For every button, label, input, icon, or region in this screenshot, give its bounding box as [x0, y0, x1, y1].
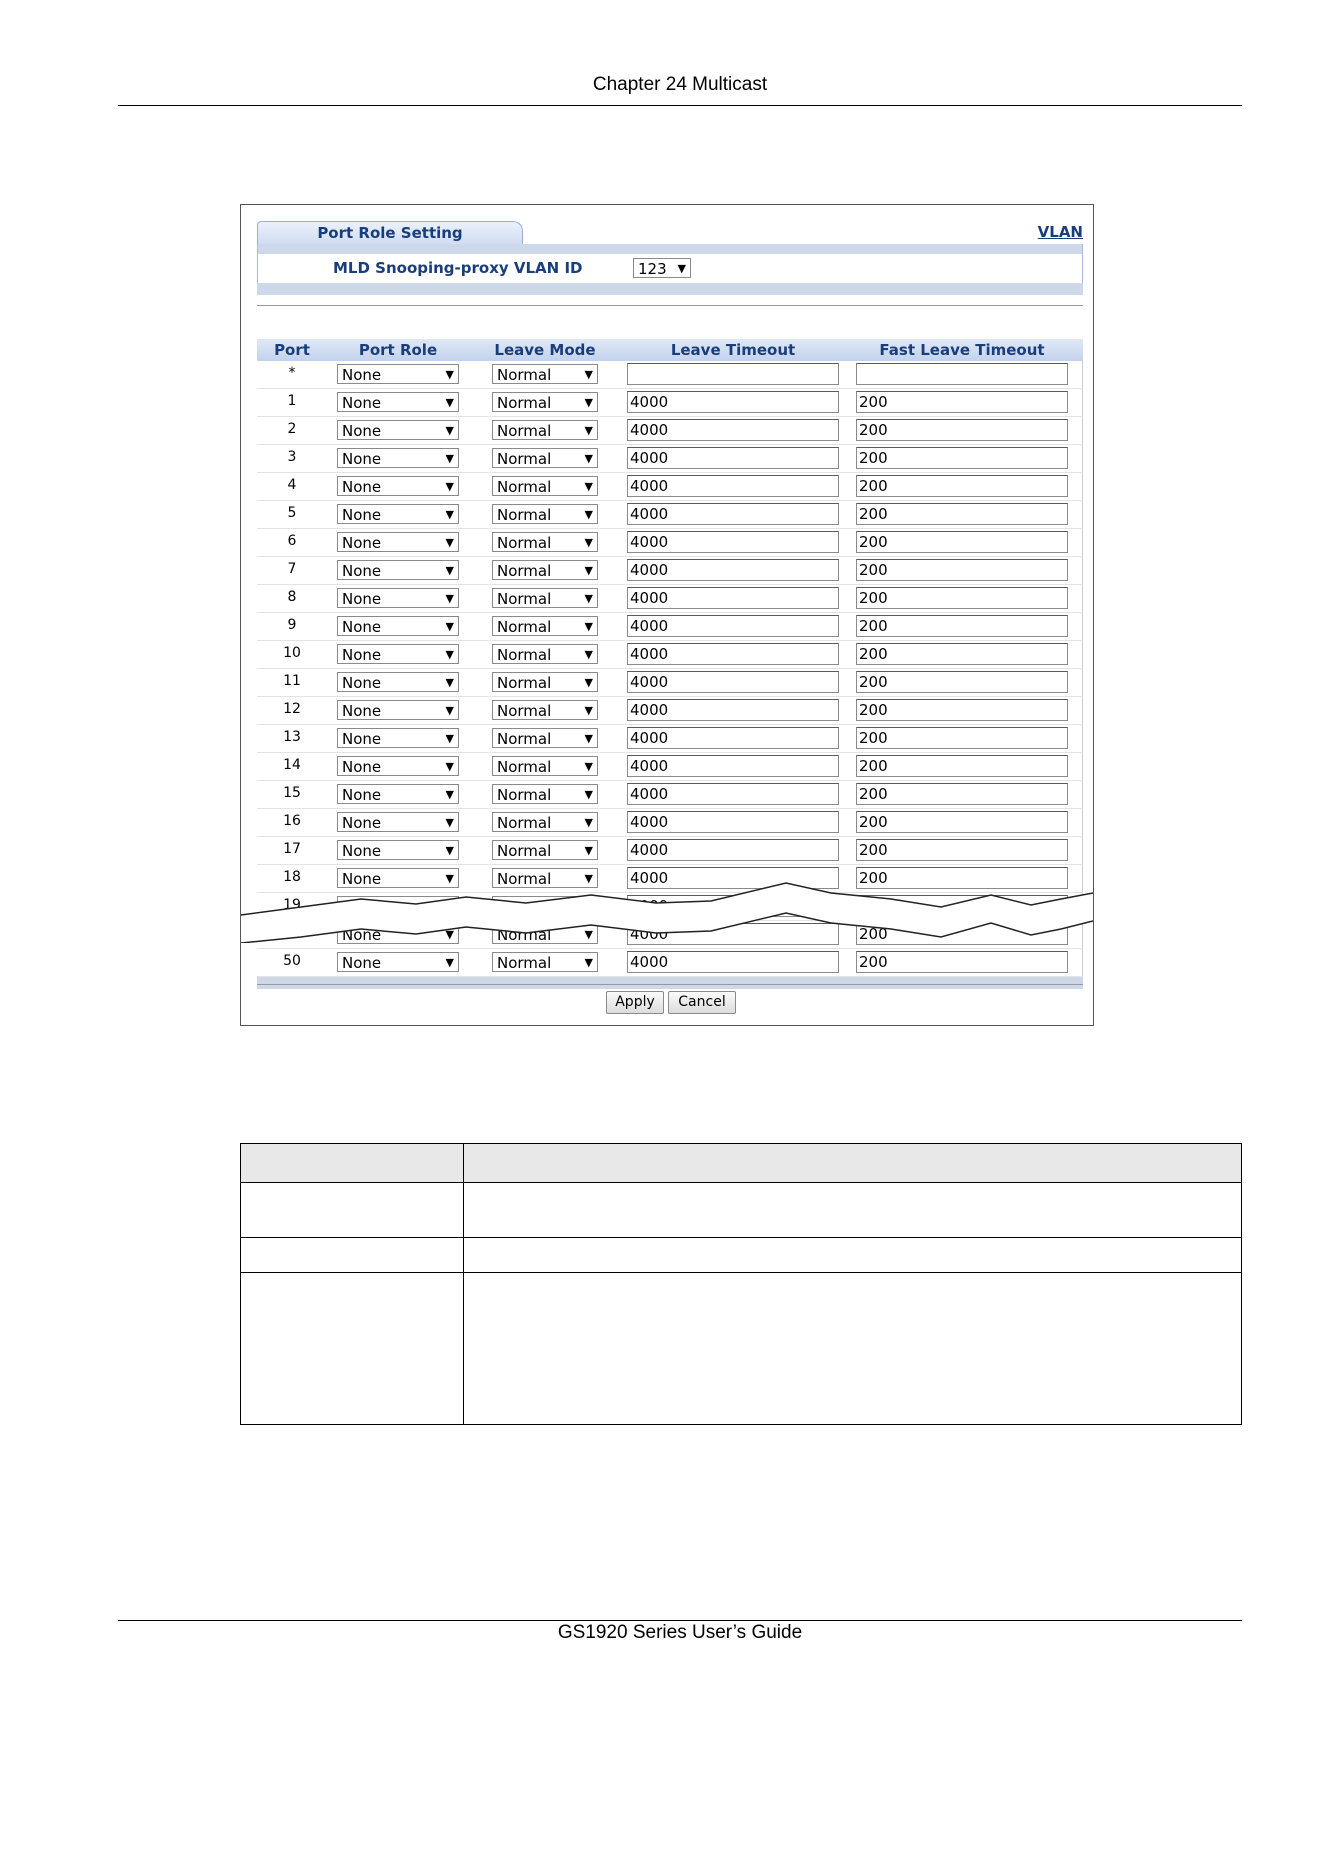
- port-role-select[interactable]: [337, 784, 459, 804]
- dropdown-arrow-icon: ▼: [445, 732, 454, 745]
- fast-leave-timeout-input[interactable]: [856, 363, 1068, 385]
- fast-leave-timeout-input[interactable]: 200: [856, 643, 1068, 665]
- leave-timeout-input[interactable]: 4000: [627, 643, 839, 665]
- port-role-select[interactable]: [337, 364, 459, 384]
- leave-mode-select[interactable]: [492, 504, 598, 524]
- dropdown-arrow-icon: ▼: [584, 452, 593, 465]
- table-row: [257, 585, 1083, 613]
- port-role-value: None: [342, 618, 382, 636]
- table-cell: [241, 1273, 464, 1425]
- port-number: 4: [287, 477, 297, 493]
- port-number: 10: [283, 645, 301, 661]
- fast-leave-timeout-input[interactable]: 200: [856, 755, 1068, 777]
- table-cell: [464, 1183, 1242, 1238]
- port-role-value: None: [342, 674, 382, 692]
- port-role-select[interactable]: [337, 448, 459, 468]
- leave-mode-select[interactable]: [492, 784, 598, 804]
- dropdown-arrow-icon: ▼: [445, 452, 454, 465]
- port-role-select[interactable]: [337, 504, 459, 524]
- port-role-value: None: [342, 646, 382, 664]
- row-border: [1082, 529, 1083, 556]
- port-number: 15: [283, 785, 301, 801]
- break-lines: [241, 873, 1093, 943]
- vlan-id-select[interactable]: [633, 258, 691, 278]
- table-row: [257, 529, 1083, 557]
- dropdown-arrow-icon: ▼: [445, 676, 454, 689]
- leave-timeout-input[interactable]: 4000: [627, 447, 839, 469]
- table-row: [257, 613, 1083, 641]
- leave-mode-select[interactable]: [492, 448, 598, 468]
- dropdown-arrow-icon: ▼: [445, 564, 454, 577]
- table-row: [257, 417, 1083, 445]
- table-row: [257, 501, 1083, 529]
- leave-mode-value: Normal: [497, 870, 552, 888]
- leave-mode-select[interactable]: [492, 392, 598, 412]
- column-header: Leave Timeout: [670, 341, 796, 359]
- dropdown-arrow-icon: ▼: [445, 928, 454, 941]
- port-role-value: None: [342, 786, 382, 804]
- table-row: [241, 1183, 1242, 1238]
- port-number: 14: [283, 757, 301, 773]
- dropdown-arrow-icon: ▼: [445, 816, 454, 829]
- leave-mode-value: Normal: [497, 366, 552, 384]
- row-border: [1082, 389, 1083, 416]
- fast-leave-timeout-input[interactable]: 200: [856, 447, 1068, 469]
- port-role-value: None: [342, 954, 382, 972]
- port-role-value: None: [342, 702, 382, 720]
- port-number: 11: [283, 673, 301, 689]
- table-row: [257, 697, 1083, 725]
- port-number: 12: [283, 701, 301, 717]
- fast-leave-timeout-input[interactable]: 200: [856, 615, 1068, 637]
- fast-leave-timeout-input[interactable]: 200: [856, 783, 1068, 805]
- port-number: 8: [287, 589, 297, 605]
- divider: [257, 984, 1083, 985]
- row-border: [1082, 417, 1083, 444]
- screenshot-frame: [240, 204, 1094, 1026]
- leave-mode-select[interactable]: [492, 700, 598, 720]
- leave-mode-select[interactable]: [492, 952, 598, 972]
- dropdown-arrow-icon: ▼: [445, 844, 454, 857]
- leave-mode-select[interactable]: [492, 532, 598, 552]
- dropdown-arrow-icon: ▼: [445, 396, 454, 409]
- port-role-select[interactable]: [337, 560, 459, 580]
- port-role-value: None: [342, 814, 382, 832]
- table-row: [257, 725, 1083, 753]
- port-role-select[interactable]: [337, 672, 459, 692]
- leave-mode-value: Normal: [497, 842, 552, 860]
- page-header: Chapter 24 Multicast: [592, 74, 768, 95]
- band: [257, 244, 1083, 254]
- leave-timeout-input[interactable]: 4000: [627, 615, 839, 637]
- table-cell: [241, 1238, 464, 1273]
- column-header: Port Role: [358, 341, 438, 359]
- leave-mode-select[interactable]: [492, 728, 598, 748]
- tab-port-role-setting[interactable]: Port Role Setting: [257, 221, 523, 245]
- port-role-select[interactable]: [337, 420, 459, 440]
- column-header: Port: [274, 341, 310, 359]
- leave-mode-select[interactable]: [492, 364, 598, 384]
- dropdown-arrow-icon: ▼: [584, 564, 593, 577]
- dropdown-arrow-icon: ▼: [584, 396, 593, 409]
- leave-mode-value: Normal: [497, 618, 552, 636]
- dropdown-arrow-icon: ▼: [584, 928, 593, 941]
- leave-mode-value: Normal: [497, 926, 552, 944]
- leave-mode-select[interactable]: [492, 476, 598, 496]
- dropdown-arrow-icon: ▼: [445, 592, 454, 605]
- dropdown-arrow-icon: ▼: [584, 424, 593, 437]
- row-border: [1082, 585, 1083, 612]
- table-row: [257, 641, 1083, 669]
- vlan-link[interactable]: VLAN: [1037, 223, 1083, 241]
- dropdown-arrow-icon: ▼: [584, 816, 593, 829]
- leave-mode-value: Normal: [497, 954, 552, 972]
- port-number: 13: [283, 729, 301, 745]
- table-row: [257, 361, 1083, 389]
- dropdown-arrow-icon: ▼: [445, 872, 454, 885]
- dropdown-arrow-icon: ▼: [445, 648, 454, 661]
- port-role-select[interactable]: [337, 840, 459, 860]
- table-cell: [464, 1238, 1242, 1273]
- fast-leave-timeout-input[interactable]: 200: [856, 531, 1068, 553]
- table-row: [241, 1273, 1242, 1425]
- port-role-value: None: [342, 590, 382, 608]
- port-role-select[interactable]: [337, 952, 459, 972]
- vlan-id-value: 123: [638, 260, 667, 278]
- port-role-select[interactable]: [337, 588, 459, 608]
- leave-timeout-input[interactable]: 4000: [627, 531, 839, 553]
- port-number: *: [288, 365, 296, 381]
- table-row: [241, 1238, 1242, 1273]
- row-border: [1082, 753, 1083, 780]
- row-border: [1082, 781, 1083, 808]
- port-role-value: None: [342, 870, 382, 888]
- dropdown-arrow-icon: ▼: [445, 424, 454, 437]
- vlan-id-label: MLD Snooping-proxy VLAN ID: [333, 259, 583, 277]
- leave-mode-select[interactable]: [492, 840, 598, 860]
- fast-leave-timeout-input[interactable]: 200: [856, 559, 1068, 581]
- dropdown-arrow-icon: ▼: [584, 788, 593, 801]
- row-border: [1082, 361, 1083, 388]
- band: [257, 283, 1083, 295]
- leave-mode-value: Normal: [497, 590, 552, 608]
- leave-mode-value: Normal: [497, 394, 552, 412]
- table-row: [257, 837, 1083, 865]
- row-border: [1082, 445, 1083, 472]
- row-border: [1082, 669, 1083, 696]
- port-role-select[interactable]: [337, 728, 459, 748]
- dropdown-arrow-icon: ▼: [584, 732, 593, 745]
- table-row: [257, 473, 1083, 501]
- leave-mode-value: Normal: [497, 646, 552, 664]
- row-border: [1082, 809, 1083, 836]
- leave-mode-select[interactable]: [492, 420, 598, 440]
- fast-leave-timeout-input[interactable]: 200: [856, 475, 1068, 497]
- port-role-value: None: [342, 534, 382, 552]
- port-role-value: None: [342, 842, 382, 860]
- table-row: [257, 445, 1083, 473]
- table-row: [257, 949, 1083, 977]
- dropdown-arrow-icon: ▼: [445, 704, 454, 717]
- apply-button[interactable]: Apply: [606, 991, 664, 1014]
- fast-leave-timeout-input[interactable]: 200: [856, 923, 1068, 945]
- leave-mode-select[interactable]: [492, 756, 598, 776]
- row-border: [1082, 837, 1083, 864]
- row-border: [1082, 725, 1083, 752]
- port-number: 6: [287, 533, 297, 549]
- row-border: [1082, 613, 1083, 640]
- footer-rule: [118, 1620, 1242, 1621]
- dropdown-arrow-icon: ▼: [584, 704, 593, 717]
- divider: [257, 305, 1083, 306]
- fast-leave-timeout-input[interactable]: 200: [856, 419, 1068, 441]
- leave-mode-value: Normal: [497, 814, 552, 832]
- leave-timeout-input[interactable]: 4000: [627, 727, 839, 749]
- dropdown-arrow-icon: ▼: [445, 480, 454, 493]
- fast-leave-timeout-input[interactable]: 200: [856, 503, 1068, 525]
- leave-mode-value: Normal: [497, 702, 552, 720]
- column-header: Leave Mode: [494, 341, 596, 359]
- table-row: [257, 557, 1083, 585]
- leave-timeout-input[interactable]: 4000: [627, 587, 839, 609]
- table-cell: [464, 1273, 1242, 1425]
- port-number: 7: [287, 561, 297, 577]
- description-table: [240, 1143, 1242, 1425]
- leave-mode-select[interactable]: [492, 616, 598, 636]
- table-row: [257, 809, 1083, 837]
- leave-mode-value: Normal: [497, 562, 552, 580]
- port-number: 3: [287, 449, 297, 465]
- leave-timeout-input[interactable]: 4000: [627, 783, 839, 805]
- fast-leave-timeout-input[interactable]: 200: [856, 867, 1068, 889]
- dropdown-arrow-icon: ▼: [584, 872, 593, 885]
- row-border: [1082, 949, 1083, 976]
- port-role-value: None: [342, 758, 382, 776]
- port-role-select[interactable]: [337, 644, 459, 664]
- leave-timeout-input[interactable]: 4000: [627, 475, 839, 497]
- header-rule: [118, 105, 1242, 106]
- port-number: 50: [283, 953, 301, 969]
- port-number: 17: [283, 841, 301, 857]
- dropdown-arrow-icon: ▼: [584, 592, 593, 605]
- table-row: [257, 753, 1083, 781]
- port-role-select[interactable]: [337, 756, 459, 776]
- dropdown-arrow-icon: ▼: [677, 262, 686, 275]
- port-number: 18: [283, 869, 301, 885]
- leave-mode-value: Normal: [497, 506, 552, 524]
- leave-mode-value: Normal: [497, 758, 552, 776]
- dropdown-arrow-icon: ▼: [445, 956, 454, 969]
- fast-leave-timeout-input[interactable]: 200: [856, 951, 1068, 973]
- port-role-value: None: [342, 730, 382, 748]
- page-footer: GS1920 Series User’s Guide: [557, 1622, 803, 1643]
- fast-leave-timeout-input[interactable]: 200: [856, 671, 1068, 693]
- table-header-row: [241, 1144, 1242, 1183]
- dropdown-arrow-icon: ▼: [584, 536, 593, 549]
- table-row: [257, 781, 1083, 809]
- table-cell: [241, 1183, 464, 1238]
- port-role-value: None: [342, 394, 382, 412]
- row-border: [1082, 697, 1083, 724]
- leave-timeout-input[interactable]: 4000: [627, 951, 839, 973]
- dropdown-arrow-icon: ▼: [584, 368, 593, 381]
- leave-mode-value: Normal: [497, 786, 552, 804]
- leave-timeout-input[interactable]: 4000: [627, 559, 839, 581]
- dropdown-arrow-icon: ▼: [445, 536, 454, 549]
- port-number: 9: [287, 617, 297, 633]
- dropdown-arrow-icon: ▼: [584, 480, 593, 493]
- fast-leave-timeout-input[interactable]: 200: [856, 391, 1068, 413]
- port-role-select[interactable]: [337, 700, 459, 720]
- port-number: 5: [287, 505, 297, 521]
- leave-timeout-input[interactable]: 4000: [627, 699, 839, 721]
- fast-leave-timeout-input[interactable]: 200: [856, 587, 1068, 609]
- break-mask: [241, 883, 1093, 943]
- port-number: 2: [287, 421, 297, 437]
- port-role-value: None: [342, 562, 382, 580]
- leave-mode-value: Normal: [497, 422, 552, 440]
- port-role-select[interactable]: [337, 616, 459, 636]
- leave-timeout-input[interactable]: 4000: [627, 755, 839, 777]
- band: [257, 977, 1083, 989]
- table-header: [257, 339, 1083, 361]
- dropdown-arrow-icon: ▼: [445, 788, 454, 801]
- port-role-select[interactable]: [337, 532, 459, 552]
- dropdown-arrow-icon: ▼: [584, 760, 593, 773]
- dropdown-arrow-icon: ▼: [584, 508, 593, 521]
- port-role-select[interactable]: [337, 392, 459, 412]
- cancel-button[interactable]: Cancel: [668, 991, 736, 1014]
- dropdown-arrow-icon: ▼: [445, 620, 454, 633]
- leave-mode-value: Normal: [497, 478, 552, 496]
- row-border: [1082, 473, 1083, 500]
- leave-mode-select[interactable]: [492, 644, 598, 664]
- dropdown-arrow-icon: ▼: [584, 956, 593, 969]
- fast-leave-timeout-input[interactable]: 200: [856, 811, 1068, 833]
- port-number: 19: [283, 897, 301, 913]
- column-header: Fast Leave Timeout: [879, 341, 1045, 359]
- leave-timeout-input[interactable]: 4000: [627, 419, 839, 441]
- leave-mode-select[interactable]: [492, 812, 598, 832]
- table-row: [257, 669, 1083, 697]
- dropdown-arrow-icon: ▼: [584, 648, 593, 661]
- leave-timeout-input[interactable]: 4000: [627, 671, 839, 693]
- port-role-value: None: [342, 926, 382, 944]
- fast-leave-timeout-input[interactable]: 200: [856, 839, 1068, 861]
- header-cell: [464, 1144, 1242, 1183]
- dropdown-arrow-icon: ▼: [584, 676, 593, 689]
- fast-leave-timeout-input[interactable]: 200: [856, 699, 1068, 721]
- port-number: 16: [283, 813, 301, 829]
- dropdown-arrow-icon: ▼: [445, 760, 454, 773]
- port-role-select[interactable]: [337, 476, 459, 496]
- dropdown-arrow-icon: ▼: [584, 844, 593, 857]
- leave-mode-value: Normal: [497, 674, 552, 692]
- dropdown-arrow-icon: ▼: [445, 368, 454, 381]
- leave-timeout-input[interactable]: 4000: [627, 839, 839, 861]
- leave-timeout-input[interactable]: 4000: [627, 867, 839, 889]
- leave-mode-select[interactable]: [492, 672, 598, 692]
- table-row: [257, 389, 1083, 417]
- leave-mode-select[interactable]: [492, 588, 598, 608]
- fast-leave-timeout-input[interactable]: 200: [856, 727, 1068, 749]
- leave-timeout-input[interactable]: 4000: [627, 811, 839, 833]
- leave-mode-value: Normal: [497, 534, 552, 552]
- leave-timeout-input[interactable]: 4000: [627, 391, 839, 413]
- row-border: [1082, 557, 1083, 584]
- dropdown-arrow-icon: ▼: [584, 620, 593, 633]
- port-role-value: None: [342, 506, 382, 524]
- leave-timeout-input[interactable]: [627, 363, 839, 385]
- leave-timeout-input[interactable]: 4000: [627, 923, 839, 945]
- leave-mode-select[interactable]: [492, 560, 598, 580]
- port-role-value: None: [342, 366, 382, 384]
- port-role-select[interactable]: [337, 812, 459, 832]
- port-role-value: None: [342, 450, 382, 468]
- header-cell: [241, 1144, 464, 1183]
- port-role-value: None: [342, 478, 382, 496]
- leave-timeout-input[interactable]: 4000: [627, 503, 839, 525]
- row-border: [1082, 501, 1083, 528]
- dropdown-arrow-icon: ▼: [445, 508, 454, 521]
- port-role-value: None: [342, 422, 382, 440]
- row-border: [1082, 641, 1083, 668]
- leave-mode-value: Normal: [497, 730, 552, 748]
- leave-mode-value: Normal: [497, 450, 552, 468]
- port-number: 1: [287, 393, 297, 409]
